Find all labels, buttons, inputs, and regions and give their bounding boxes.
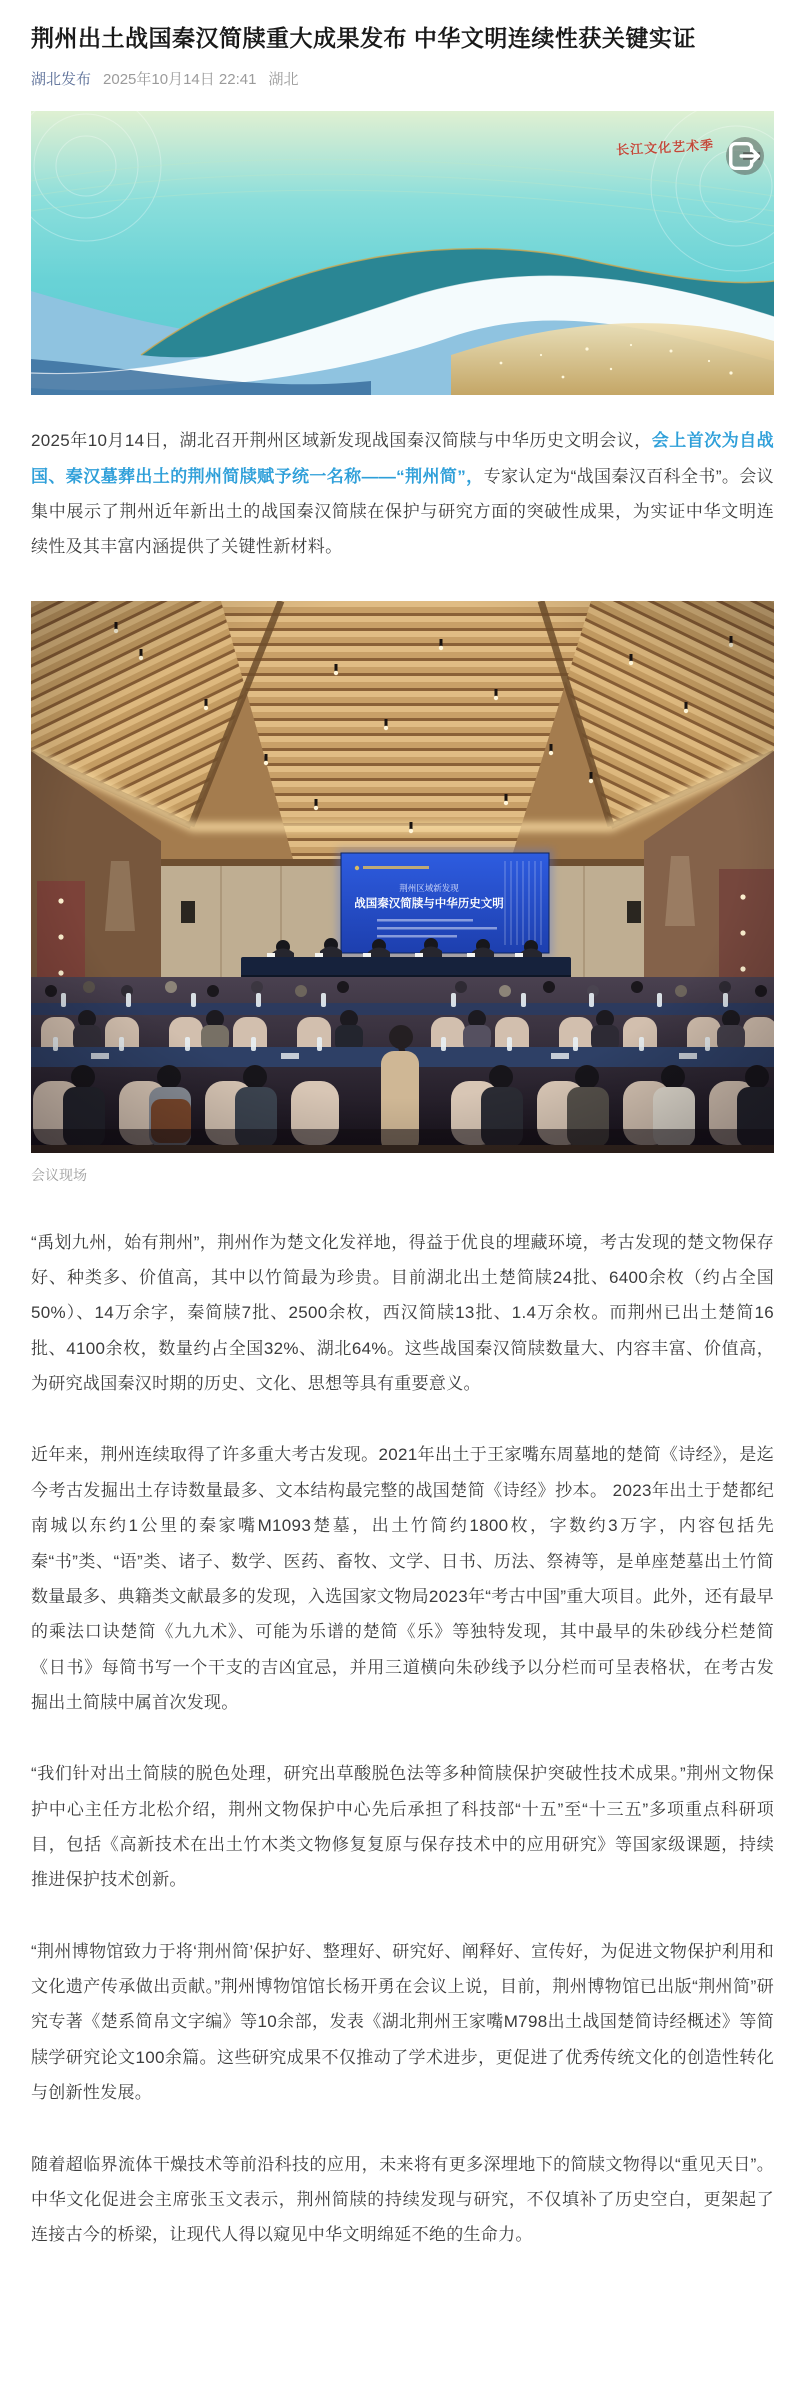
expand-image-icon[interactable] — [726, 137, 764, 175]
p1-text-cont: 专家认定为“战国秦汉百科全书”。会议集中展示了荆州近年新出土的战国秦汉简牍在保护与研究方面的突破性成果，为实证中华文明连续性及其丰富内涵提供了关键性新材料。 — [31, 466, 774, 557]
paragraph-1 — [31, 423, 774, 564]
photo-vignette — [31, 601, 774, 1153]
p1-highlight-text: 会上首次为自战国、秦汉墓葬出土的荆州简牍赋予统一名称——“荆州简”， — [31, 431, 774, 486]
publish-date: 2025年10月14日 22:41 — [103, 71, 257, 89]
banner-image[interactable] — [31, 111, 774, 395]
photo-caption: 会议现场 — [31, 1166, 87, 1183]
festival-text: 长江文化艺术季 — [615, 137, 715, 158]
paragraph-6: 随着超临界流体干燥技术等前沿科技的应用，未来将有更多深埋地下的简牍文物得以“重见天日”。中华文化促进会主席张玉文表示，荆州简牍的持续发现与研究，不仅填补了历史空白，更架起了连接古今的桥梁，让现代人得以窥见中华文明绵延不绝的生命力。 — [31, 2154, 774, 2245]
expand-arrow-glyph — [726, 137, 764, 175]
publish-location: 湖北 — [268, 71, 299, 89]
p1-text: 2025年10月14日，湖北召开荆州区域新发现战国秦汉简牍与中华历史文明会议， — [31, 431, 652, 451]
paragraph-3: 近年来，荆州连续取得了许多重大考古发现。2021年出土于王家嘴东周墓地的楚简《诗经》，是迄今考古发掘出土存诗数量最多、文本结构最完整的战国楚简《诗经》抄本。 2023年出土于楚都纪南城以东约1公里的秦家嘴M1093楚墓，出土竹简约1800枚，字数约3万字，内容包括先秦“书”类、“语”类、诸子、数学、医药、畜牧、文学、日书、历法、祭祷等，是单座楚墓出土竹简数量最多、典籍类文献最多的发现，入选国家文物局2023年“考古中国”重大项目。此外，还有最早的乘法口诀楚简《九九术》、可能为乐谱的楚简《乐》等独特发现，其中最早的朱砂线分栏楚简《日书》每简书写一个干支的吉凶宜忌，并用三道横向朱砂线予以分栏而可呈表格状，在考古发掘出土简牍中属首次发现。 — [31, 1445, 774, 1712]
paragraph-5: “荆州博物馆致力于将‘荆州简’保护好、整理好、研究好、阐释好、宣传好，为促进文物保护利用和文化遗产传承做出贡献。”荆州博物馆馆长杨开勇在会议上说，目前，荆州博物馆已出版“荆州简”研究专著《楚系简帛文字编》等10余部，发表《湖北荆州王家嘴M798出土战国楚简诗经概述》等简牍学研究论文100余篇。这些研究成果不仅推动了学术进步，更促进了优秀传统文化的创造性转化与创新性发展。 — [31, 1941, 774, 2103]
conference-photo[interactable] — [31, 601, 774, 1153]
source-account-link[interactable]: 湖北发布 — [31, 71, 92, 89]
byline — [31, 68, 774, 89]
paragraph-2: “禹划九州，始有荆州”，荆州作为楚文化发祥地，得益于优良的埋藏环境，考古发现的楚文物保存好、种类多、价值高，其中以竹简最为珍贵。目前湖北出土楚简牍24批、6400余枚（约占全国50%）、14万余字，秦简牍7批、2500余枚，西汉简牍13批、1.4万余枚。而荆州已出土楚简16批、4100余枚，数量约占全国32%、湖北64%。这些战国秦汉简牍数量大、内容丰富、价值高，为研究战国秦汉时期的历史、文化、思想等具有重要意义。 — [31, 1232, 774, 1394]
photo-art — [31, 601, 774, 1153]
article-title: 荆州出土战国秦汉简牍重大成果发布 中华文明连续性获关键实证 — [31, 25, 696, 51]
paragraph-4: “我们针对出土简牍的脱色处理，研究出草酸脱色法等多种简牍保护突破性技术成果。”荆州文物保护中心主任方北松介绍，荆州文物保护中心先后承担了科技部“十五”至“十三五”多项重点科研项目，包括《高新技术在出土竹木类文物修复复原与保存技术中的应用研究》等国家级课题，持续推进保护技术创新。 — [31, 1764, 774, 1890]
